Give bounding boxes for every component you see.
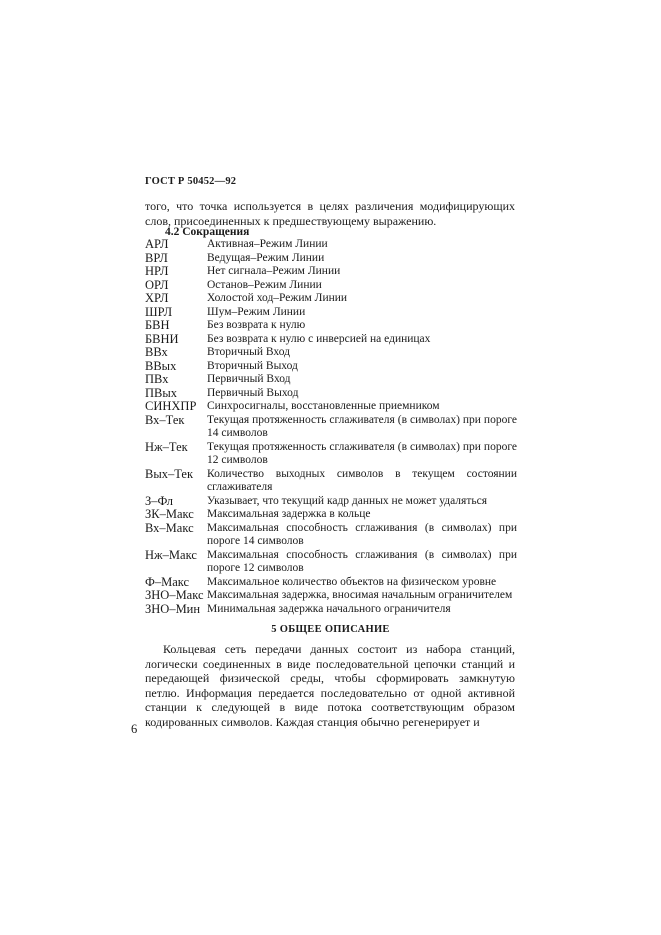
- abbreviation-row: [145, 576, 517, 590]
- chapter-heading: 5 ОБЩЕЕ ОПИСАНИЕ: [271, 624, 390, 635]
- abbreviation-row: [145, 468, 517, 495]
- abbreviation-definition: Останов–Режим Линии: [207, 278, 322, 291]
- abbreviation-term: З–Фл: [145, 493, 174, 508]
- abbreviation-definition: Без возврата к нулю: [207, 319, 306, 331]
- abbreviation-definition: Без возврата к нулю с инверсией на единицах: [207, 332, 431, 345]
- abbreviation-definition: Максимальная способность сглаживания (в символах) при пороге 14 символов: [207, 521, 517, 547]
- abbreviation-term: Вх–Макс: [145, 520, 194, 535]
- abbreviation-term: ХРЛ: [145, 291, 169, 305]
- abbreviation-definition: Вторичный Выход: [207, 359, 298, 372]
- abbreviation-term: ШРЛ: [145, 304, 173, 319]
- abbreviation-term: Вых–Тек: [145, 466, 194, 481]
- abbreviation-term: ВВх: [145, 345, 168, 359]
- abbreviation-row: [145, 319, 517, 333]
- abbreviation-definition: Текущая протяженность сглаживателя (в символах) при пороге 12 символов: [207, 440, 517, 466]
- abbreviation-row: [145, 400, 517, 414]
- abbreviation-row: [145, 414, 517, 441]
- abbreviation-term: ОРЛ: [145, 277, 169, 292]
- abbreviation-list: [145, 238, 517, 616]
- abbreviation-definition: Максимальное количество объектов на физическом уровне: [207, 575, 497, 588]
- abbreviation-definition: Указывает, что текущий кадр данных не может удаляться: [207, 494, 487, 507]
- section-heading-abbreviations: 4.2 Сокращения: [165, 226, 250, 238]
- abbreviation-definition: Максимальная способность сглаживания (в символах) при пороге 12 символов: [207, 548, 517, 574]
- abbreviation-term: БВН: [145, 318, 170, 332]
- abbreviation-definition: Шум–Режим Линии: [207, 305, 306, 318]
- abbreviation-row: [145, 387, 517, 401]
- abbreviation-definition: Минимальная задержка начального ограничителя: [207, 602, 451, 615]
- abbreviation-definition: Текущая протяженность сглаживателя (в символах) при пороге 14 символов: [207, 413, 517, 439]
- abbreviation-row: [145, 522, 517, 549]
- abbreviation-term: ЗНО–Мин: [145, 601, 201, 616]
- abbreviation-row: [145, 279, 517, 293]
- abbreviation-definition: Активная–Режим Линии: [207, 238, 328, 250]
- abbreviation-term: Нж–Макс: [145, 547, 197, 562]
- abbreviation-definition: Первичный Выход: [207, 386, 299, 399]
- abbreviation-term: ВРЛ: [145, 250, 168, 265]
- abbreviation-term: ВВых: [145, 358, 177, 373]
- abbreviation-term: БВНИ: [145, 331, 179, 346]
- abbreviation-definition: Количество выходных символов в текущем состоянии сглаживателя: [207, 467, 517, 493]
- abbreviation-term: ПВх: [145, 372, 169, 386]
- abbreviation-term: Ф–Макс: [145, 574, 190, 589]
- abbreviation-row: [145, 306, 517, 320]
- body-paragraph: Кольцевая сеть передачи данных состоит из набора станций, логически соединенных в виде последовательной цепочки станций и передающей физической среды, чтобы сформировать замкнутую петлю. Информация передается последовательно от одной активной станции к следующей в виде потока соответствующим образом кодированных символов. Каждая станция обычно регенерирует и: [145, 642, 515, 729]
- abbreviation-term: АРЛ: [145, 237, 169, 251]
- abbreviation-term: НРЛ: [145, 264, 169, 278]
- abbreviation-row: [145, 549, 517, 576]
- abbreviation-term: ЗК–Макс: [145, 507, 194, 521]
- abbreviation-definition: Максимальная задержка, вносимая начальным ограничителем: [207, 589, 513, 601]
- abbreviation-row: [145, 589, 517, 603]
- abbreviation-term: СИНХПР: [145, 399, 197, 413]
- abbreviation-row: [145, 292, 517, 306]
- abbreviation-definition: Холостой ход–Режим Линии: [207, 292, 348, 304]
- abbreviation-definition: Максимальная задержка в кольце: [207, 508, 371, 520]
- abbreviation-definition: Нет сигнала–Режим Линии: [207, 265, 341, 277]
- abbreviation-definition: Синхросигналы, восстановленные приемником: [207, 400, 440, 412]
- document-header: ГОСТ Р 50452—92: [145, 176, 237, 187]
- abbreviation-row: [145, 238, 517, 252]
- page-number: 6: [131, 722, 138, 736]
- abbreviation-row: [145, 333, 517, 347]
- abbreviation-row: [145, 495, 517, 509]
- abbreviation-term: ЗНО–Макс: [145, 588, 204, 602]
- abbreviation-row: [145, 508, 517, 522]
- abbreviation-row: [145, 603, 517, 617]
- abbreviation-term: ПВых: [145, 385, 178, 400]
- abbreviation-row: [145, 346, 517, 360]
- abbreviation-row: [145, 265, 517, 279]
- abbreviation-definition: Вторичный Вход: [207, 346, 290, 358]
- abbreviation-definition: Ведущая–Режим Линии: [207, 251, 325, 264]
- abbreviation-row: [145, 252, 517, 266]
- abbreviation-term: Нж–Тек: [145, 439, 188, 454]
- abbreviation-row: [145, 441, 517, 468]
- abbreviation-row: [145, 373, 517, 387]
- intro-paragraph: того, что точка используется в целях различения модифицирующих слов, присоединенных к предшествующему выражению.: [145, 199, 515, 228]
- abbreviation-row: [145, 360, 517, 374]
- abbreviation-definition: Первичный Вход: [207, 373, 291, 385]
- abbreviation-term: Вх–Тек: [145, 412, 185, 427]
